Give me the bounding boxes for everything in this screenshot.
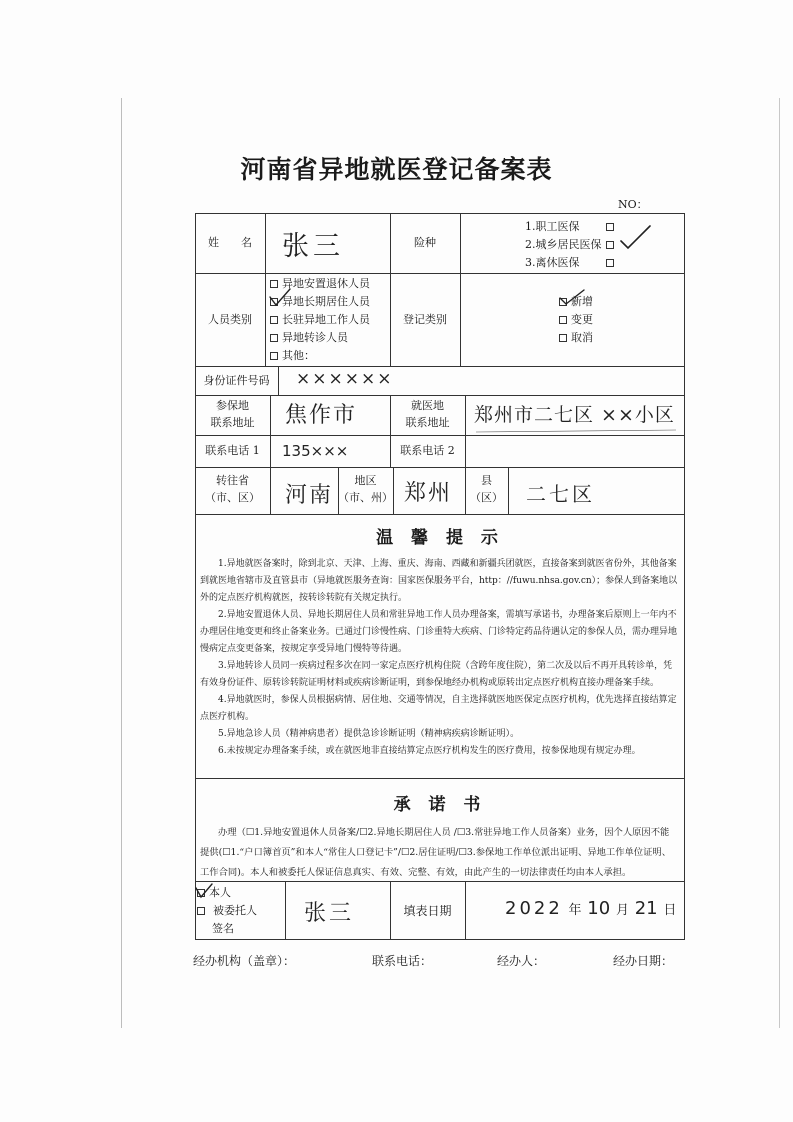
- name-label: 姓 名: [208, 236, 252, 249]
- phone1-label: 联系电话 1: [205, 444, 260, 457]
- footer-date: 经办日期：: [613, 954, 674, 968]
- reg-type-option-3[interactable]: 取消: [555, 329, 593, 347]
- date-label: 填表日期: [403, 904, 452, 918]
- tip-item: 3.异地转诊人员同一疾病过程多次在同一家定点医疗机构住院（含跨年度住院），第二次及以后不再开具转诊单，凭有效身份证件、原转诊转院证明材料或疾病诊断证明，到参保地经办机构或原转出定点医疗机构直接办理备案手续。: [200, 661, 673, 688]
- check-mark-insurance: [621, 226, 650, 248]
- person-type-option-3[interactable]: 长驻异地工作人员: [266, 311, 370, 329]
- form-number-label: NO：: [618, 198, 648, 211]
- underline-medical-address: [476, 430, 676, 432]
- person-type-label: 人员类别: [208, 313, 252, 326]
- name-value[interactable]: 张三: [282, 231, 344, 262]
- county-value[interactable]: 二七区: [526, 482, 595, 506]
- pledge-title: 承 诺 书: [393, 795, 487, 815]
- person-type-option-1[interactable]: 异地安置退休人员: [266, 275, 370, 293]
- phone1-value[interactable]: 135×××: [282, 442, 349, 460]
- city-label-2: （市、州）: [338, 491, 393, 504]
- county-label-1: 县: [481, 474, 492, 487]
- person-type-option-2[interactable]: 异地长期居住人员: [266, 293, 370, 311]
- insured-address-value[interactable]: 焦作市: [285, 403, 358, 428]
- check-mark-person-type: [270, 289, 290, 305]
- tip-item: 6.未按规定办理备案手续，或在就医地非直接结算定点医疗机构发生的医疗费用，按参保地现有规定办理。: [218, 746, 641, 756]
- insurance-option-3[interactable]: 3.离休医保: [525, 254, 618, 272]
- form-title: 河南省异地就医登记备案表: [240, 155, 553, 184]
- person-type-option-4[interactable]: 异地转诊人员: [266, 329, 348, 347]
- medical-address-value[interactable]: 郑州市二七区 ××小区: [474, 404, 675, 426]
- insured-address-label-1: 参保地: [216, 399, 249, 412]
- tip-item: 1.异地就医备案时，除到北京、天津、上海、重庆、海南、西藏和新疆兵团就医，直接备案到就医省份外，其他备案到就医地省辖市及直管县市（异地就医服务查询：国家医保服务平台，http：//fuwu.nhsa.gov.cn）；参保人到备案地以外的定点医疗机构就医，按转诊转院有关规定执行。: [200, 559, 678, 603]
- person-type-option-5[interactable]: 其他：: [266, 347, 315, 365]
- tips-title: 温 馨 提 示: [376, 528, 504, 548]
- city-label-1: 地区: [354, 474, 377, 487]
- reg-type-label: 登记类别: [403, 313, 447, 326]
- insurance-option-2[interactable]: 2.城乡居民医保: [525, 236, 618, 254]
- check-mark-reg-type: [560, 290, 584, 304]
- medical-address-label-2: 联系地址: [405, 416, 450, 429]
- pledge-text: 办理（☐1.异地安置退休人员备案/☐2.异地长期居住人员 /☐3.常驻异地工作人员备案）业务，因个人原因不能提供(☐1.“户口簿首页”和本人“常住人口登记卡”/☐2.居住证明/☐3.参保地工作单位派出证明、异地工作单位证明、工作合同)。本人和被委托人保证信息真实、有效、完整、有效，由此产生的一切法律责任均由本人承担。: [200, 827, 671, 878]
- tip-item: 4.异地就医时，参保人员根据病情、居住地、交通等情况，自主选择就医地医保定点医疗机构，优先选择直接结算定点医疗机构。: [200, 695, 677, 722]
- signature[interactable]: 张三: [304, 901, 355, 926]
- footer-agency: 经办机构（盖章）：: [193, 954, 296, 968]
- date-month: 10: [587, 898, 611, 919]
- reg-type-option-1[interactable]: 新增: [555, 293, 593, 311]
- footer-phone: 联系电话：: [372, 954, 433, 968]
- id-value[interactable]: ××××××: [296, 369, 394, 389]
- medical-address-label-1: 就医地: [411, 399, 444, 412]
- date-year: 2022: [505, 898, 563, 919]
- tip-item: 2.异地安置退休人员、异地长期居住人员和常驻异地工作人员办理备案，需填写承诺书，办理备案后原则上一年内不办理居住地变更和终止备案业务。已通过门诊慢性病、门诊重特大疾病、门诊特定药品待遇认定的参保人员，需办理异地慢病定点变更备案，按规定享受异地门慢特等待遇。: [200, 610, 678, 654]
- province-label-2: （市、区）: [205, 491, 260, 504]
- footer-handler: 经办人：: [497, 954, 546, 968]
- id-label: 身份证件号码: [203, 374, 270, 387]
- check-mark-self: [196, 884, 212, 897]
- date-day-unit: 日: [663, 903, 677, 918]
- tip-item: 5.异地急诊人员（精神病患者）提供急诊诊断证明（精神病疾病诊断证明）。: [218, 729, 520, 739]
- pledge-self-option[interactable]: 本人: [195, 884, 231, 902]
- city-value[interactable]: 郑州: [404, 481, 453, 506]
- date-month-unit: 月: [615, 903, 629, 918]
- phone2-label: 联系电话 2: [400, 444, 455, 457]
- pledge-proxy-option[interactable]: 被委托人: [195, 902, 257, 920]
- date-year-unit: 年: [568, 903, 582, 918]
- date-day: 21: [634, 898, 658, 919]
- insurance-option-1[interactable]: 1.职工医保: [525, 218, 618, 236]
- insured-address-label-2: 联系地址: [210, 416, 255, 429]
- province-value[interactable]: 河南: [285, 483, 334, 508]
- insurance-label: 险种: [414, 236, 436, 249]
- reg-type-option-2[interactable]: 变更: [555, 311, 593, 329]
- sign-label: 签名: [212, 922, 234, 935]
- county-label-2: （区）: [470, 491, 503, 504]
- province-label-1: 转往省: [216, 474, 249, 487]
